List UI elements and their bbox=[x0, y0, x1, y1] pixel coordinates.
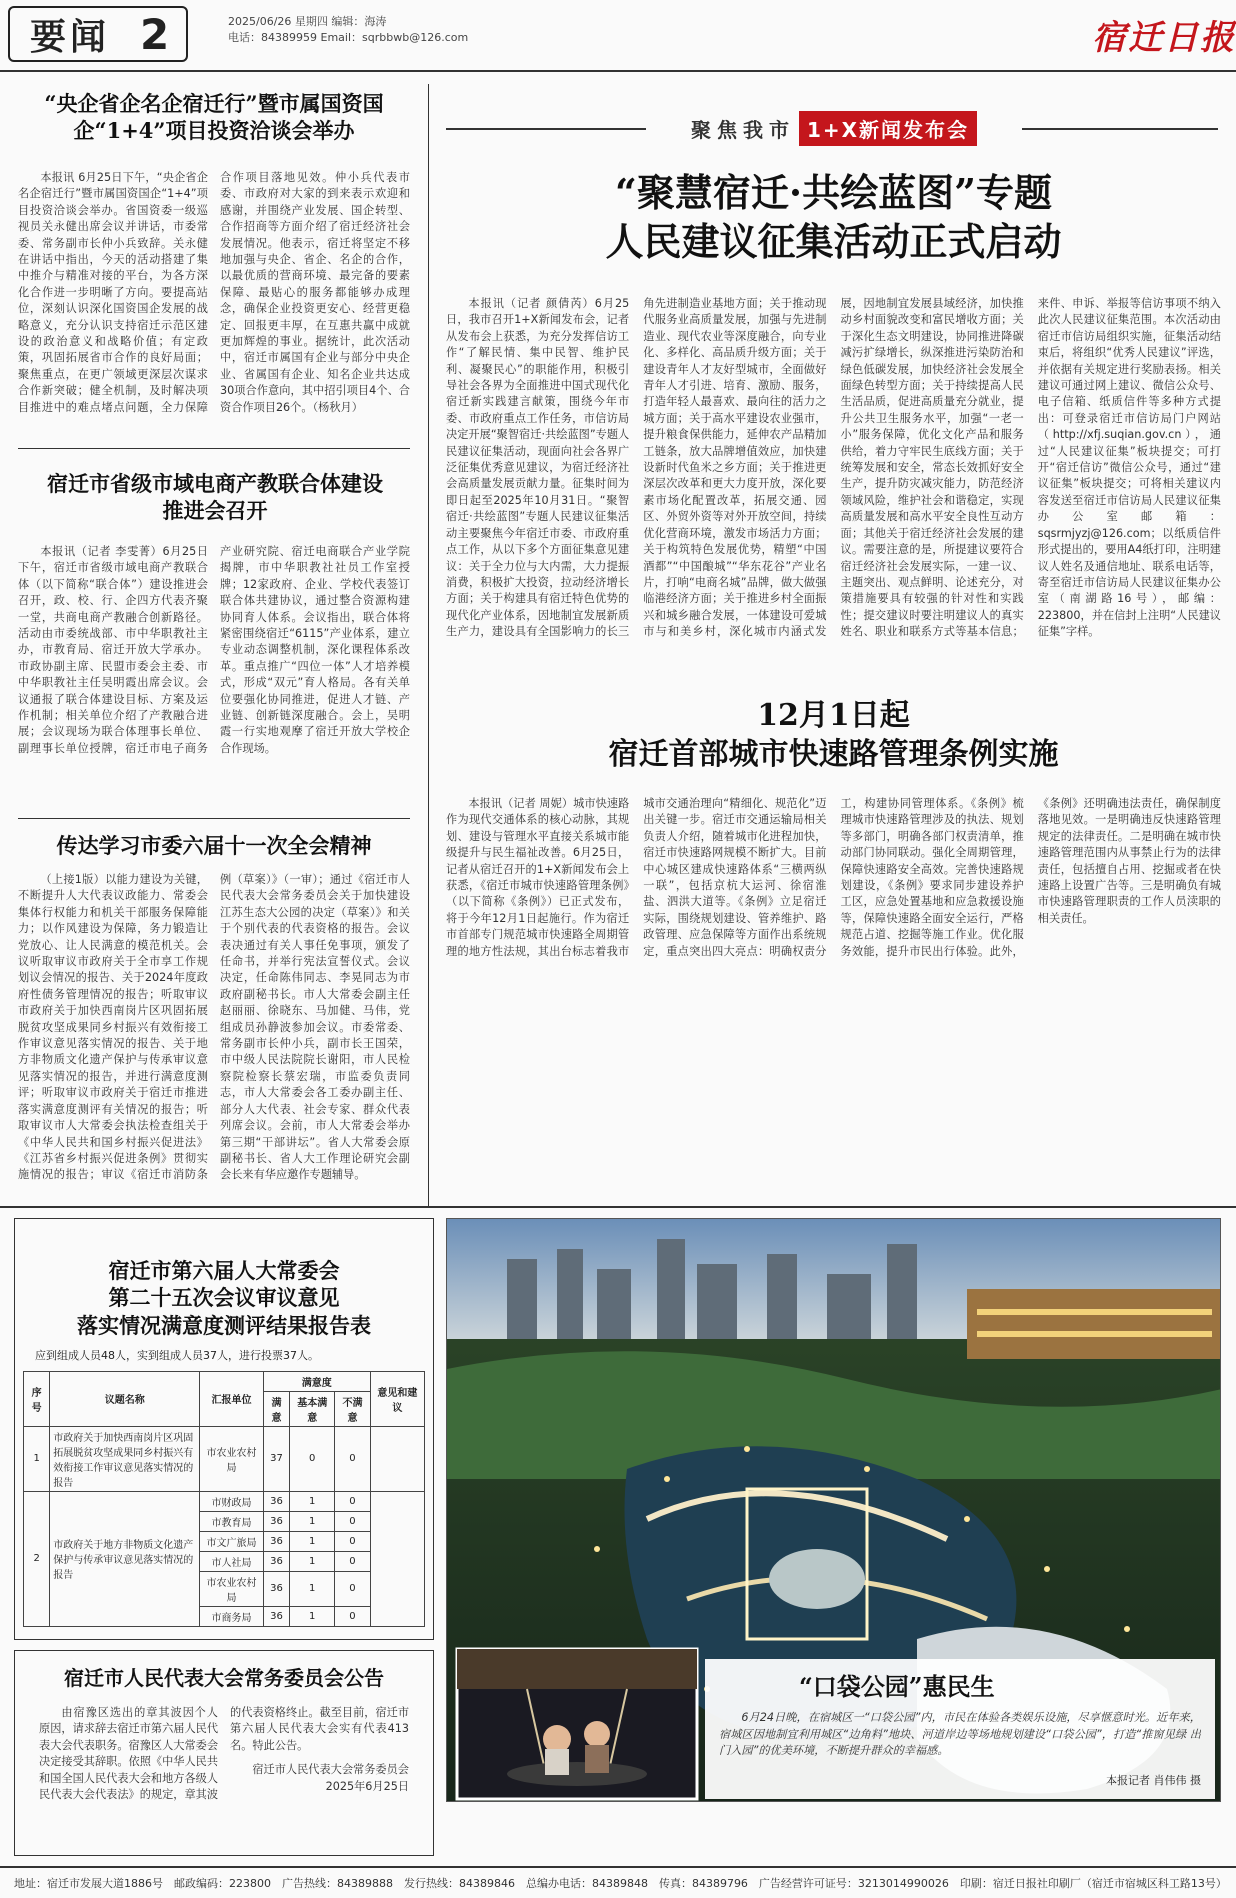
cell: 36 bbox=[263, 1531, 289, 1551]
th-topic: 议题名称 bbox=[50, 1371, 200, 1426]
th-unit: 汇报单位 bbox=[200, 1371, 264, 1426]
cell: 0 bbox=[335, 1491, 371, 1511]
column-divider bbox=[428, 84, 429, 1206]
cell: 1 bbox=[290, 1491, 335, 1511]
press-conference-banner bbox=[652, 108, 1016, 148]
cell: 市农业农村局 bbox=[200, 1571, 264, 1606]
th-satisfaction: 满意度 bbox=[263, 1371, 370, 1391]
th-no: 序号 bbox=[24, 1371, 50, 1426]
cell: 36 bbox=[263, 1491, 289, 1511]
article-3-title: 传达学习市委六届十一次全会精神 bbox=[56, 833, 372, 858]
cell: 市财政局 bbox=[200, 1491, 264, 1511]
cell: 1 bbox=[290, 1571, 335, 1606]
notice-box bbox=[14, 1650, 434, 1856]
cell: 1 bbox=[290, 1551, 335, 1571]
banner-highlight: 1+X新闻发布会 bbox=[799, 111, 977, 146]
banner-rule-left bbox=[446, 128, 646, 130]
cell: 市政府关于地方非物质文化遗产保护与传承审议意见落实情况的报告 bbox=[50, 1491, 200, 1626]
page-header bbox=[0, 0, 1236, 72]
article-1-title: “央企省企名企宿迁行”暨市属国资国企“1+4”项目投资洽谈会举办 bbox=[44, 91, 384, 144]
article-4-title-line1: “聚慧宿迁·共绘蓝图”专题 bbox=[615, 170, 1052, 215]
article-6-title bbox=[15, 1257, 433, 1339]
article-8-text: 6月24日晚，在宿城区一“口袋公园”内，市民在体验各类娱乐设施，尽享惬意时光。近年来，宿城区因地制宜利用城区“边角料”地块、河道岸边等场地规划建设“口袋公园”，打造“推窗见绿 出门入园”的优美环境，不断提升群众的幸福感。 bbox=[719, 1711, 1201, 1757]
article-4-title bbox=[446, 168, 1221, 267]
footer-info: 地址：宿迁市发展大道1886号 邮政编码：223800 广告热线：84389888 发行热线：84389846 总编办电话：84389848 传真：84389796 广告经营许可证号：3213014990026 印刷：宿迁日报社印刷厂（宿迁市宿城区科工路13号） bbox=[14, 1877, 1227, 1890]
page-footer bbox=[0, 1866, 1236, 1898]
article-6-title-line1: 宿迁市第六届人大常委会 bbox=[108, 1258, 340, 1283]
article-2-text: 本报讯（记者 李雯菁）6月25日下午，宿迁市省级市域电商产教联合体（以下简称“联合体”）建设推进会召开，政、校、行、企四方代表齐聚一堂，共商电商产教融合创新路径。活动由市委统战部、市中华职教社主办，市教育局、宿迁开放大学承办。市政协副主席、民盟市委会主委、市中华职教社主任吴明霞出席会议。会议通报了联合体建设目标、方案及运作机制；相关单位介绍了产教融合进展；会议现场为联合体理事长单位、副理事长单位授牌，宿迁市电子商务产业研究院、宿迁电商联合产业学院揭牌，市中华职教社社员工作室授牌；12家政府、企业、学校代表签订联合体共建协议，通过整合资源构建协同育人体系。会议指出，联合体将紧密围绕宿迁“6115”产业体系，建立专业动态调整机制，深化课程体系改革。重点推广“四位一体”人才培养模式，形成“双元”育人格局。各有关单位要强化协同推进，促进人才链、产业链、创新链深度融合。会上，吴明霞一行实地观摩了宿迁开放大学校企合作现场。 bbox=[18, 545, 410, 755]
cell: 0 bbox=[335, 1426, 371, 1491]
article-6-title-line2: 第二十五次会议审议意见 bbox=[108, 1285, 340, 1311]
header-meta bbox=[228, 14, 468, 46]
section-label-box bbox=[8, 6, 188, 62]
cell: 市人社局 bbox=[200, 1551, 264, 1571]
cell: 0 bbox=[335, 1511, 371, 1531]
article-2-body bbox=[18, 544, 410, 806]
cell: 1 bbox=[290, 1531, 335, 1551]
article-5-title-line1: 12月1日起 bbox=[757, 698, 910, 733]
issue-weekday: 星期四 bbox=[294, 15, 328, 28]
cell: 1 bbox=[24, 1426, 50, 1491]
cell: 1 bbox=[290, 1606, 335, 1626]
divider bbox=[18, 818, 410, 819]
newspaper-logo: 宿迁日报 bbox=[1092, 18, 1236, 58]
cell: 0 bbox=[335, 1551, 371, 1571]
cell: 市政府关于加快西南岗片区巩固拓展脱贫攻坚成果同乡村振兴有效衔接工作审议意见落实情况的报告 bbox=[50, 1426, 200, 1491]
article-3-body bbox=[18, 872, 410, 1204]
photo-caption-box bbox=[705, 1659, 1215, 1799]
article-7-body bbox=[39, 1705, 409, 1845]
section-rule bbox=[0, 1206, 1236, 1208]
cell: 0 bbox=[335, 1606, 371, 1626]
cell: 2 bbox=[24, 1491, 50, 1626]
article-4-body bbox=[446, 296, 1221, 652]
th-unsatisfied: 不满意 bbox=[335, 1391, 371, 1426]
article-3-text: （上接1版）以能力建设为关键，不断提升人大代表议政能力、常委会集体行权能力和机关干部服务保障能力；以作风建设为保障，务力锻造让党放心、让人民满意的模范机关。会议听取审议市政府关于全市享工作规划议会情况的报告、关于2024年度政府性债务管理情况的报告；听取审议市政府关于加快西南岗片区巩固拓展脱贫攻坚成果同乡村振兴有效衔接工作审议意见落实情况的报告、关于地方非物质文化遗产保护与传承审议意见落实情况的报告，并进行满意度测评；听取审议市政府关于宿迁市推进落实满意度测评有关情况的报告；听取审议市人大常委会执法检查组关于《中华人民共和国乡村振兴促进法》《江苏省乡村振兴促进条例》贯彻实施情况的报告；审议《宿迁市消防条例（草案）》（一审）；通过《宿迁市人民代表大会常务委员会关于加快建设江苏生态大公园的决定（草案）》和关于个别代表的代表资格的报告。会议表决通过有关人事任免事项，颁发了任命书，并举行宪法宣誓仪式。会议决定，任命陈伟同志、李晃同志为市政府副秘书长。市人大常委会副主任赵丽丽、徐晓东、马加健、马伟，党组成员孙静波参加会议。市委常委、常务副市长仲小兵，副市长王国荣，市中级人民法院院长谢阳，市人民检察院检察长蔡宏瑞，市监委负责同志，市人大常委会各工委办副主任、部分人大代表、社会专家、群众代表列席会议。会前，市人大常委会举办第三期“干部讲坛”。省人大常委会原副秘书长、省人大工作理论研究会副会长来有华应邀作专题辅导。 bbox=[18, 873, 410, 1182]
cell: 36 bbox=[263, 1551, 289, 1571]
cell bbox=[370, 1426, 424, 1491]
divider bbox=[18, 448, 410, 449]
cell: 36 bbox=[263, 1606, 289, 1626]
table-row bbox=[24, 1426, 425, 1491]
cell: 市商务局 bbox=[200, 1606, 264, 1626]
article-8-body bbox=[719, 1710, 1201, 1772]
email: Email：sqrbbwb@126.com bbox=[320, 31, 469, 44]
cell: 0 bbox=[335, 1571, 371, 1606]
article-6-subtitle: 应到组成人员48人，实到组成人员37人，进行投票37人。 bbox=[35, 1348, 319, 1362]
table-row bbox=[24, 1491, 425, 1511]
article-7-date: 2025年6月25日 bbox=[325, 1779, 409, 1793]
article-5-title bbox=[446, 696, 1221, 774]
cell: 36 bbox=[263, 1511, 289, 1531]
article-4-title-line2: 人民建议征集活动正式启动 bbox=[605, 219, 1062, 265]
cell: 37 bbox=[263, 1426, 289, 1491]
survey-table-wrap bbox=[15, 1371, 433, 1627]
cell: 市教育局 bbox=[200, 1511, 264, 1531]
phone: 电话：84389959 bbox=[228, 31, 317, 44]
page-number: 2 bbox=[140, 9, 174, 59]
editor: 编辑：海涛 bbox=[331, 15, 387, 28]
photo-credit: 本报记者 肖伟伟 摄 bbox=[1106, 1774, 1201, 1788]
report-box bbox=[14, 1218, 434, 1640]
cell: 0 bbox=[290, 1426, 335, 1491]
article-6-title-line3: 落实情况满意度测评结果报告表 bbox=[77, 1312, 371, 1338]
survey-table bbox=[23, 1371, 425, 1627]
article-7-title: 宿迁市人民代表大会常务委员会公告 bbox=[64, 1666, 384, 1690]
article-5-title-line2: 宿迁首部城市快速路管理条例实施 bbox=[608, 737, 1059, 772]
article-4-text: 本报讯（记者 颜倩芮）6月25日，我市召开1+X新闻发布会，记者从发布会上获悉，为充分发挥信访工作“了解民情、集中民智、维护民利、凝聚民心”的职能作用，积极引导社会各界为全面推进中国式现代化宿迁新实践建言献策，围绕今年市委、市政府重点工作任务，市信访局决定开展“聚智宿迁·共绘蓝图”专题人民建议征集活动，现面向社会各界广泛征集优秀意见建议，为宿迁经济社会高质量发展贡献力量。征集时间为即日起至2025年10月31日。“聚智宿迁·共绘蓝图”专题人民建议征集活动主要聚焦今年宿迁市委、市政府重点工作，从以下多个方面征集意见建议：关于全力位与大内需，大力提振消费，积极扩大投资，拉动经济增长方面；关于构建具有宿迁特色优势的现代化产业体系，因地制宜发展新质生产力，建设具有全国影响力的长三角先进制造业基地方面；关于推动现代服务业高质量发展，加强与先进制造业、现代农业等深度融合，向专业化、多样化、高品质升级方面；关于建设青年人才友好型城市，全面做好青年人才引进、培育、激励、服务，打造年轻人最喜欢、最向往的活力之城方面；关于高水平建设农业强市，提升粮食保供能力，延伸农产品精加工链条，放大品牌增值效应，加快建设新时代鱼米之乡方面；关于推进更深层次改革和更大力度开放，深化要素市场化配置改革，拓展交通、园区、外贸外资等对外开放空间，持续优化营商环境，激发市场活力方面；关于构筑特色发展优势，精塑“中国酒都”“中国酿城”“华东花谷”产业名片，打响“电商名城”品牌，做大做强临港经济方面；关于推进乡村全面振兴和城乡融合发展，一体建设可爱城市与和美乡村，深化城市内涵式发展，因地制宜发展县域经济，加快推动乡村面貌改变和富民增收方面；关于深化生态文明建设，协同推进降碳减污扩绿增长，纵深推进污染防治和绿色低碳发展，加快经济社会发展全面绿色转型方面；关于持续提高人民生活品质，促进高质量充分就业，提升公共卫生服务水平，加强“一老一小”服务保障，优化文化产品和服务供给，着力守牢民生底线方面；关于统筹发展和安全，常态长效抓好安全生产，提升防灾减灾能力，防范经济领域风险，维护社会和谐稳定，实现高质量发展和高水平安全良性互动方面；其他关于宿迁经济社会发展的建议。需要注意的是，所提建议要符合宿迁经济社会发展实际，一建一议、主题突出、观点鲜明、论述充分，对策措施要具有较强的针对性和实践性；提交建议时要注明建议人的真实姓名、职业和联系方式等基本信息；来件、申诉、举报等信访事项不纳入此次人民建议征集范围。本次活动由宿迁市信访局组织实施，征集活动结束后，将组织“优秀人民建议”评选，并依据有关规定进行奖励表扬。相关建议可通过网上建议、微信公众号、电子信箱、纸质信件等多种方式提出：可登录宿迁市信访局门户网站（http://xfj.suqian.gov.cn），通过“人民建议征集”板块提交；可打开“宿迁信访”微信公众号，通过“建议征集”板块提交；可将相关建议内容发送至宿迁市信访局人民建议征集办公室邮箱：sqsrmjyzj@126.com；以纸质信件形式提出的，要用A4纸打印，注明建议人姓名及通信地址、联系电话等，寄至宿迁市信访局人民建议征集办公室（南湖路16号），邮编：223800，并在信封上注明“人民建议征集”字样。 bbox=[446, 297, 1221, 639]
article-2-title: 宿迁市省级市域电商产教联合体建设推进会召开 bbox=[47, 471, 383, 524]
article-7-text: 由宿豫区选出的章其波因个人原因，请求辞去宿迁市第六届人民代表大会代表职务。宿豫区人大常委会决定接受其辞职。依照《中华人民共和国全国人民代表大会和地方各级人民代表大会代表法》的规定，章其波的代表资格终止。截至目前，宿迁市第六届人民代表大会实有代表413名。特此公告。 bbox=[39, 1706, 409, 1802]
th-opinion: 意见和建议 bbox=[370, 1371, 424, 1426]
section-name: 要闻 bbox=[30, 16, 111, 58]
article-5-text: 本报讯（记者 周妮）城市快速路作为现代交通体系的核心动脉，其规划、建设与管理水平直接关系城市能级提升与民生福祉改善。6月25日，记者从宿迁召开的1+X新闻发布会上获悉，《宿迁市城市快速路管理条例》（以下简称《条例》）已正式发布，将于今年12月1日起施行。作为宿迁市首部专门规范城市快速路全周期管理的地方性法规，其出台标志着我市城市交通治理向“精细化、规范化”迈出关键一步。宿迁市交通运输局相关负责人介绍，随着城市化进程加快，宿迁市快速路网规模不断扩大。目前中心城区建成快速路体系“三横两纵一联”，包括京杭大运河、徐宿淮盐、泗洪大道等。《条例》立足宿迁实际，围绕规划建设、管养维护、路政管理、应急保障等方面作出系统规定，重点突出四大亮点：明确权责分工，构建协同管理体系。《条例》梳理城市快速路管理涉及的执法、规划等多部门，明确各部门权责清单，推动部门协同联动。强化全周期管理，保障快速路安全高效。完善快速路规划建设，《条例》要求同步建设养护工区，应急处置基地和应急救援设施等，保障快速路全面安全运行，严格规范占道、挖掘等施工作业。优化服务效能，提升市民出行体验。此外，《条例》还明确违法责任，确保制度落地见效。一是明确违反快速路管理规定的法律责任。二是明确在城市快速路管理范围内从事禁止行为的法律责任，包括擅自占用、挖掘或者在快速路上设置广告等。三是明确负有城市快速路管理职责的工作人员渎职的相关责任。 bbox=[446, 797, 1221, 958]
cell bbox=[370, 1491, 424, 1626]
cell: 市文广旅局 bbox=[200, 1531, 264, 1551]
cell: 36 bbox=[263, 1571, 289, 1606]
issue-date: 2025/06/26 bbox=[228, 15, 292, 28]
th-satisfied: 满意 bbox=[263, 1391, 289, 1426]
cell: 1 bbox=[290, 1511, 335, 1531]
banner-prefix: 聚焦我市 bbox=[690, 117, 795, 142]
cell: 0 bbox=[335, 1531, 371, 1551]
article-8-title: “口袋公园”惠民生 bbox=[799, 1672, 995, 1701]
cell: 市农业农村局 bbox=[200, 1426, 264, 1491]
banner-rule-right bbox=[1022, 128, 1218, 130]
article-1-text: 本报讯 6月25日下午，“央企省企名企宿迁行”暨市属国资国企“1+4”项目投资洽谈会举办。省国资委一级巡视员关永健出席会议并讲话，市委常委、常务副市长仲小兵致辞。关永健在讲话中指出，今天的活动搭建了集中推介与精准对接的平台，为各方深化合作进一步明晰了方向。要提高站位，深刻认识深化国资国企发展的战略意义，充分认识支持宿迁示范区建设的政治意义和战略价值；有定政策，巩固拓展省市合作的良好局面；聚焦重点，在更广领域更深层次谋求合作新突破；健全机制，及时解决项目推进中的难点堵点问题，全力保障合作项目落地见效。仲小兵代表市委、市政府对大家的到来表示欢迎和感谢，并围绕产业发展、国企转型、合作招商等方面介绍了宿迁经济社会发展情况。他表示，宿迁将坚定不移地加强与央企、省企、名企的合作，以最优质的营商环境、最完备的要素保障、最贴心的服务都能够办成理念，确保企业投资更安心、经营更稳定、回报更丰厚，在互惠共赢中成就更加辉煌的事业。据统计，此次活动中，宿迁市属国有企业与部分中央企业、省属国有企业、知名企业共达成30项合作意向，其中招引项目4个、合资合作项目26个。（杨秋月） bbox=[18, 171, 410, 414]
article-7-sign: 宿迁市人民代表大会常务委员会 bbox=[252, 1763, 409, 1777]
park-photo bbox=[446, 1218, 1221, 1802]
th-basically-satisfied: 基本满意 bbox=[290, 1391, 335, 1426]
article-1-body bbox=[18, 170, 410, 438]
article-5-body bbox=[446, 796, 1221, 1206]
